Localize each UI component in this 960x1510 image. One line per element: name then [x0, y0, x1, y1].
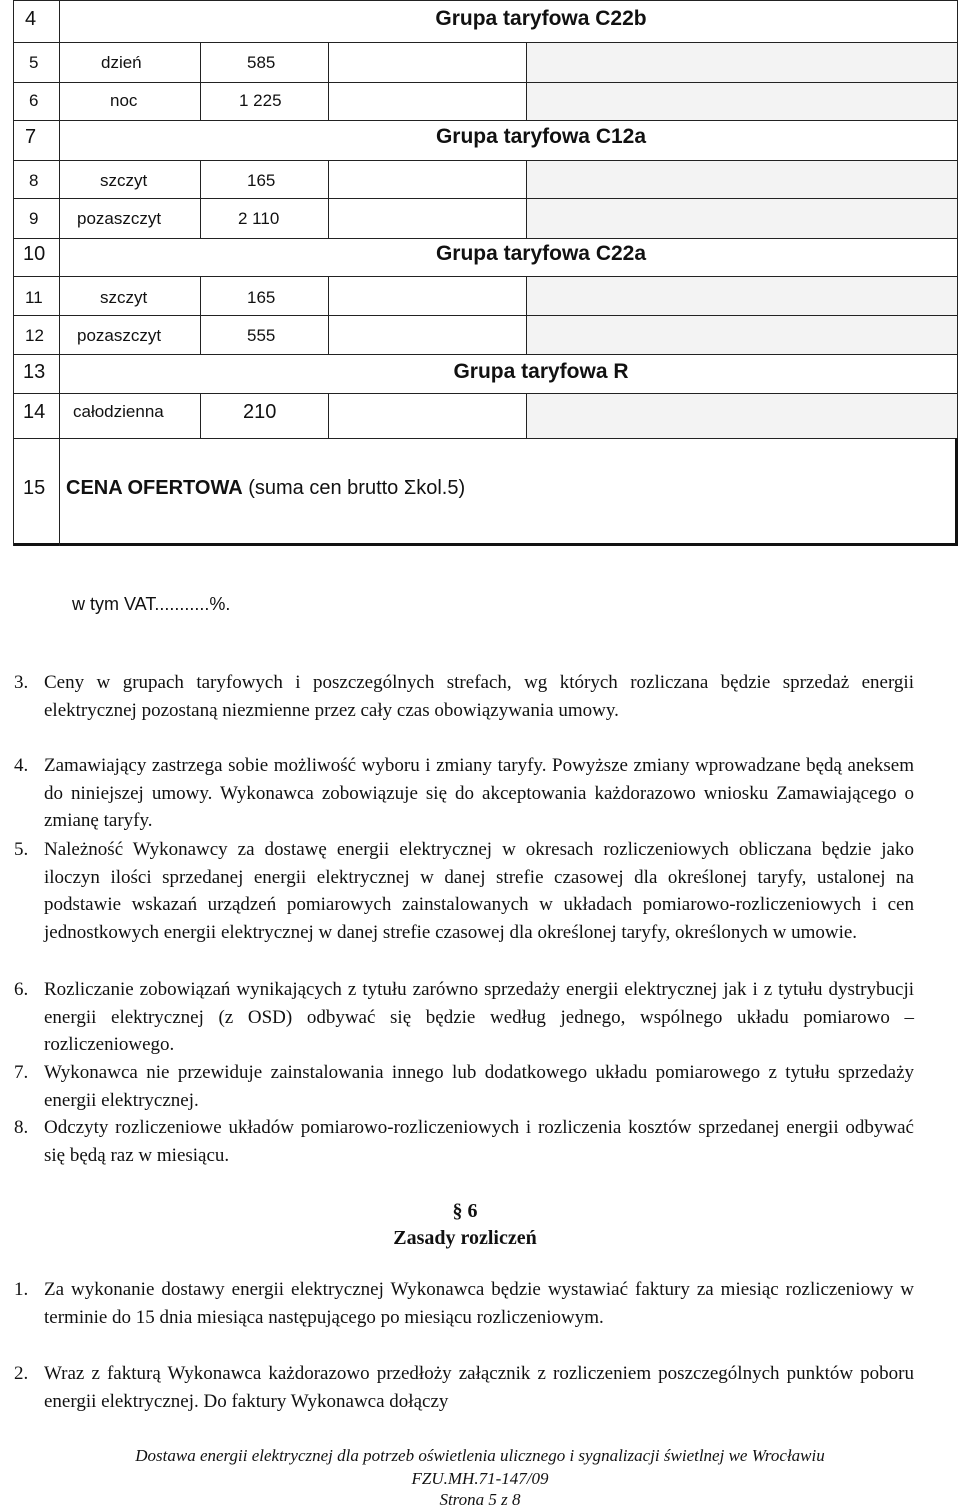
clause-number: 4.: [14, 755, 29, 776]
clause-7: [14, 1059, 914, 1114]
clause-6: [14, 976, 914, 1059]
clause-text: Odczyty rozliczeniowe układów pomiarowo-rozliczeniowych i rozliczenia kosztów sprzedanej energii odbywać się będą raz w miesiącu.: [44, 1117, 914, 1166]
section-title: Zasady rozliczeń: [393, 1227, 537, 1249]
energy-value: 585: [247, 53, 276, 72]
clause-text: Za wykonanie dostawy energii elektrycznej Wykonawca będzie wystawiać faktury za miesiąc rozliczeniowy w terminie do 15 dnia miesiąca następującego po miesiącu rozliczeniowym.: [44, 1279, 914, 1328]
clause-5: [14, 836, 914, 947]
clause-text: Rozliczanie zobowiązań wynikających z tytułu zarówno sprzedaży energii elektrycznej jak i z tytułu dystrybucji energii elektrycznej (z OSD) odbywać się będzie według jednego, wspólnego układu pomiarowo – rozliczeniowego.: [44, 979, 914, 1056]
energy-value: 165: [247, 171, 276, 190]
page-number: Strona 5 z 8: [439, 1490, 521, 1509]
row-number: 14: [23, 401, 46, 423]
zone-label: szczyt: [100, 288, 148, 307]
energy-value: 210: [243, 401, 277, 423]
zone-label: dzień: [101, 53, 142, 72]
tariff-group-title: Grupa taryfowa C22b: [435, 7, 647, 30]
row-number: 8: [29, 171, 39, 190]
clause-number: 7.: [14, 1062, 29, 1083]
row-number: 15: [23, 477, 46, 499]
zone-label: pozaszczyt: [77, 209, 162, 228]
clause-text: Wraz z fakturą Wykonawca każdorazowo przedłoży załącznik z rozliczeniem poszczególnych punktów poboru energii elektrycznej. Do faktury Wykonawca dołączy: [44, 1363, 914, 1412]
tariff-group-title: Grupa taryfowa C22a: [435, 242, 647, 265]
footer-title: Dostawa energii elektrycznej dla potrzeb oświetlenia ulicznego i sygnalizacji świetlnej we Wrocławiu: [135, 1446, 825, 1465]
clause-text: Ceny w grupach taryfowych i poszczególnych strefach, wg których rozliczana będzie sprzedaż energii elektrycznej pozostaną niezmienne przez cały czas obowiązywania umowy.: [44, 672, 914, 721]
zone-label: pozaszczyt: [77, 326, 162, 345]
tariff-group-title: Grupa taryfowa R: [453, 360, 629, 383]
offer-price-label: [66, 478, 465, 498]
row-number: 7: [25, 126, 37, 148]
clause-3: [14, 669, 914, 724]
row-number: 5: [29, 53, 39, 72]
clause-text: Należność Wykonawcy za dostawę energii elektrycznej w okresach rozliczeniowych obliczana będzie jako iloczyn ilości sprzedanej energii elektrycznej w danej strefie czasowej dla określonej taryfy, ustalonej na podstawie wskazań urządzeń pomiarowych zainstalowanych w układach pomiarowo-rozliczeniowych i cen jednostkowych energii elektrycznej w danej strefie czasowej dla określonej taryfy, określonych w umowie.: [44, 839, 914, 944]
tariff-group-title: Grupa taryfowa C12a: [435, 125, 647, 148]
offer-price-note: (suma cen brutto Σkol.5): [248, 477, 466, 499]
clause-4: [14, 752, 914, 835]
clause-number: 8.: [14, 1117, 29, 1138]
row-number: 10: [23, 243, 46, 265]
row-number: 11: [25, 288, 43, 307]
footer-reference: FZU.MH.71-147/09: [411, 1469, 549, 1488]
clause-number: 2.: [14, 1363, 29, 1384]
vat-line: w tym VAT...........%.: [72, 594, 231, 614]
row-number: 12: [25, 326, 44, 345]
row-number: 6: [29, 91, 39, 110]
energy-value: 1 225: [239, 91, 282, 110]
offer-price-bold: CENA OFERTOWA: [66, 477, 243, 499]
row-number: 9: [29, 209, 39, 228]
clause-number: 5.: [14, 839, 29, 860]
zone-label: noc: [110, 91, 138, 110]
clause-text: Zamawiający zastrzega sobie możliwość wyboru i zmiany taryfy. Powyższe zmiany wprowadzane będą aneksem do niniejszej umowy. Wykonawca zobowiązuje się do akceptowania każdorazowo wniosku Zamawiającego o zmianę taryfy.: [44, 755, 914, 832]
row-number: 13: [23, 361, 46, 383]
section-clause-2: [14, 1360, 914, 1415]
zone-label: całodzienna: [73, 402, 164, 421]
energy-value: 2 110: [238, 209, 280, 228]
energy-value: 555: [247, 326, 276, 345]
clause-8: [14, 1114, 914, 1169]
row-number: 4: [25, 8, 37, 30]
section-mark: § 6: [452, 1200, 478, 1222]
clause-number: 6.: [14, 979, 29, 1000]
energy-value: 165: [247, 288, 276, 307]
clause-text: Wykonawca nie przewiduje zainstalowania innego lub dodatkowego układu pomiarowego z tytułu sprzedaży energii elektrycznej.: [44, 1062, 914, 1111]
clause-number: 3.: [14, 672, 29, 693]
section-clause-1: [14, 1276, 914, 1331]
clause-number: 1.: [14, 1279, 29, 1300]
tariff-table: [13, 0, 958, 546]
zone-label: szczyt: [100, 171, 148, 190]
